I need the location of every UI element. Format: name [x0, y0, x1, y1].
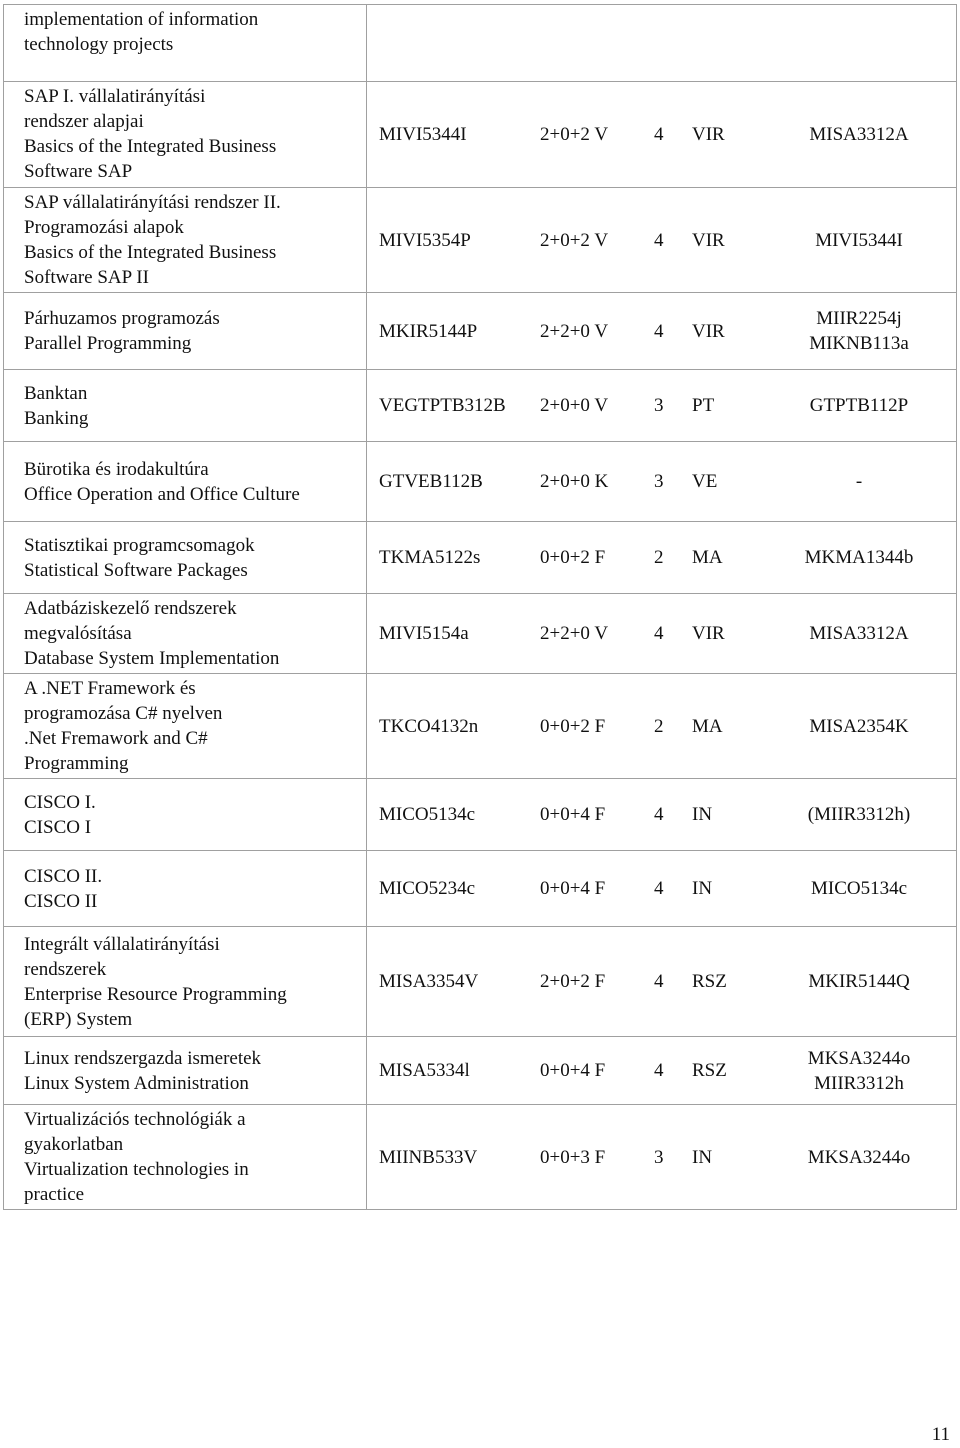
table-row — [4, 594, 957, 674]
prerequisite-code: GTPTB112P — [809, 395, 909, 416]
course-credit: 3 — [654, 395, 664, 416]
course-name-line: Software SAP — [24, 161, 133, 182]
table-row — [4, 674, 957, 779]
course-credit: 4 — [654, 1060, 664, 1081]
course-name-cell — [4, 674, 367, 779]
course-name-cell — [4, 188, 367, 293]
prerequisite-code: MISA3312A — [809, 124, 909, 145]
course-credit: 3 — [654, 1146, 664, 1168]
prerequisite-code: MISA2354K — [809, 715, 909, 737]
table-row — [4, 522, 957, 594]
course-name-line: SAP vállalatirányítási rendszer II. — [24, 192, 281, 213]
course-code: VEGTPTB312B — [379, 395, 506, 416]
course-name-line: Banking — [24, 407, 89, 429]
prerequisite-code: MKIR5144Q — [808, 971, 910, 992]
table-row — [4, 293, 957, 370]
course-code: MISA3354V — [379, 971, 479, 992]
course-name-line: Enterprise Resource Programming — [24, 983, 287, 1005]
course-name-line: Virtualizációs technológiák a — [24, 1109, 246, 1130]
course-prerequisite — [772, 802, 946, 827]
course-name-line: A .NET Framework és — [24, 678, 196, 699]
course-name-line: rendszerek — [24, 958, 107, 980]
course-credit: 4 — [654, 124, 664, 145]
table-row — [4, 370, 957, 442]
course-table — [3, 4, 957, 1210]
course-info-cell — [367, 370, 957, 442]
table-row — [4, 927, 957, 1037]
course-prerequisite — [772, 876, 946, 901]
course-prerequisite — [772, 469, 946, 494]
course-type: VIR — [692, 229, 725, 251]
prerequisite-code: MKSA3244o — [807, 1047, 911, 1069]
course-name-line: CISCO II. — [24, 865, 103, 887]
course-name-cell — [4, 851, 367, 927]
course-name-line: Parallel Programming — [24, 333, 192, 354]
course-name-line: CISCO II — [24, 890, 98, 912]
course-prerequisite — [772, 393, 946, 418]
course-name-line: Adatbáziskezelő rendszerek — [24, 598, 237, 619]
course-hours: 2+0+2 V — [540, 229, 609, 251]
course-credit: 4 — [654, 971, 664, 992]
course-code: MIVI5354P — [379, 229, 471, 251]
course-name-cell — [4, 1105, 367, 1210]
course-hours: 0+0+3 F — [540, 1146, 606, 1168]
course-name-line: CISCO I. — [24, 791, 96, 813]
course-name-line: Virtualization technologies in — [24, 1159, 249, 1180]
course-hours: 2+2+0 V — [540, 320, 609, 342]
course-credit: 4 — [654, 229, 664, 251]
course-name-line: Statisztikai programcsomagok — [24, 534, 255, 556]
course-code: TKCO4132n — [379, 715, 479, 737]
course-info-cell — [367, 5, 957, 82]
course-name-cell — [4, 5, 367, 82]
course-type: IN — [692, 1146, 713, 1168]
course-code: MIINB533V — [379, 1146, 478, 1168]
table-row — [4, 1037, 957, 1105]
course-code: MISA5334l — [379, 1060, 470, 1081]
course-info-cell — [367, 674, 957, 779]
table-row — [4, 442, 957, 522]
prerequisite-code: MISA3312A — [809, 623, 909, 644]
course-name-line: megvalósítása — [24, 623, 132, 644]
course-code: GTVEB112B — [379, 471, 483, 492]
course-prerequisite — [772, 228, 946, 253]
prerequisite-code: MKSA3244o — [807, 1146, 911, 1168]
course-name-line: Banktan — [24, 382, 88, 404]
course-credit: 4 — [654, 804, 664, 825]
course-prerequisite — [772, 122, 946, 147]
course-prerequisite — [772, 306, 946, 356]
course-hours: 0+0+2 F — [540, 715, 606, 737]
course-name-line: (ERP) System — [24, 1008, 133, 1030]
course-name-line: technology projects — [24, 34, 174, 55]
prerequisite-code: (MIIR3312h) — [807, 804, 911, 825]
course-info-cell — [367, 522, 957, 594]
table-row — [4, 851, 957, 927]
course-type: RSZ — [692, 1060, 727, 1081]
course-info-cell — [367, 188, 957, 293]
prerequisite-code: MIKNB113a — [809, 333, 909, 354]
course-name-line: programozása C# nyelven — [24, 703, 223, 724]
course-name-line: SAP I. vállalatirányítási — [24, 86, 206, 107]
course-credit: 2 — [654, 715, 664, 737]
course-name-line: Linux rendszergazda ismeretek — [24, 1047, 262, 1069]
course-table-body — [4, 5, 957, 1210]
prerequisite-code: MIIR2254j — [816, 308, 902, 329]
course-info-cell — [367, 82, 957, 188]
course-name-line: Database System Implementation — [24, 648, 280, 669]
course-type: MA — [692, 547, 723, 568]
course-name-line: CISCO I — [24, 816, 92, 838]
course-code: MICO5234c — [379, 878, 476, 899]
course-code: MIVI5344I — [379, 124, 467, 145]
course-hours: 2+0+0 V — [540, 395, 609, 416]
course-prerequisite — [772, 969, 946, 994]
course-type: VIR — [692, 320, 725, 342]
course-name-line: rendszer alapjai — [24, 111, 144, 132]
course-type: PT — [692, 395, 715, 416]
course-prerequisite — [772, 545, 946, 570]
course-type: IN — [692, 878, 713, 899]
course-name-cell — [4, 442, 367, 522]
course-name-line: Basics of the Integrated Business — [24, 136, 277, 157]
course-name-line: practice — [24, 1184, 85, 1205]
course-name-cell — [4, 1037, 367, 1105]
course-type: VE — [692, 471, 718, 492]
course-name-line: implementation of information — [24, 9, 259, 30]
course-code: MICO5134c — [379, 804, 476, 825]
course-name-line: Programozási alapok — [24, 217, 184, 238]
course-code: MKIR5144P — [379, 320, 478, 342]
course-code: MIVI5154a — [379, 623, 469, 644]
prerequisite-code: MIIR3312h — [814, 1072, 904, 1094]
course-name-cell — [4, 779, 367, 851]
course-prerequisite — [772, 1145, 946, 1170]
prerequisite-code: MICO5134c — [810, 878, 908, 899]
course-name-line: .Net Fremawork and C# — [24, 728, 208, 749]
course-hours: 0+0+4 F — [540, 1060, 606, 1081]
course-type: VIR — [692, 623, 725, 644]
course-name-line: Software SAP II — [24, 267, 149, 288]
prerequisite-code: MKMA1344b — [804, 547, 914, 568]
course-info-cell — [367, 594, 957, 674]
course-info-cell — [367, 779, 957, 851]
course-hours: 2+0+2 V — [540, 124, 609, 145]
course-credit: 4 — [654, 623, 664, 644]
course-name-line: Statistical Software Packages — [24, 559, 248, 581]
course-info-cell — [367, 1105, 957, 1210]
course-name-line: Linux System Administration — [24, 1072, 249, 1094]
course-hours: 0+0+4 F — [540, 804, 606, 825]
course-name-line: Office Operation and Office Culture — [24, 483, 300, 505]
course-credit: 4 — [654, 320, 664, 342]
course-name-line: Bürotika és irodakultúra — [24, 458, 209, 480]
course-type: RSZ — [692, 971, 727, 992]
course-name-line: Integrált vállalatirányítási — [24, 933, 220, 955]
course-credit: 2 — [654, 547, 664, 568]
course-type: IN — [692, 804, 713, 825]
prerequisite-code: MIVI5344I — [815, 229, 903, 251]
course-type: VIR — [692, 124, 725, 145]
course-name-line: Basics of the Integrated Business — [24, 242, 277, 263]
course-credit: 4 — [654, 878, 664, 899]
course-name-line: gyakorlatban — [24, 1134, 124, 1155]
course-hours: 2+0+2 F — [540, 971, 606, 992]
course-hours: 2+2+0 V — [540, 623, 609, 644]
course-type: MA — [692, 715, 723, 737]
table-row — [4, 779, 957, 851]
course-info-cell — [367, 927, 957, 1037]
course-info-cell — [367, 1037, 957, 1105]
table-row — [4, 5, 957, 82]
table-row — [4, 188, 957, 293]
prerequisite-code: - — [855, 471, 863, 492]
course-name-cell — [4, 594, 367, 674]
course-name-cell — [4, 82, 367, 188]
course-name-cell — [4, 522, 367, 594]
course-info-cell — [367, 442, 957, 522]
course-hours: 0+0+2 F — [540, 547, 606, 568]
course-name-cell — [4, 293, 367, 370]
course-name-cell — [4, 927, 367, 1037]
course-name-cell — [4, 370, 367, 442]
table-row — [4, 1105, 957, 1210]
course-info-cell — [367, 293, 957, 370]
course-hours: 0+0+4 F — [540, 878, 606, 899]
course-prerequisite — [772, 1046, 946, 1096]
course-hours: 2+0+0 K — [540, 471, 609, 492]
table-row — [4, 82, 957, 188]
course-name-line: Programming — [24, 753, 129, 774]
course-credit: 3 — [654, 471, 664, 492]
course-name-line: Párhuzamos programozás — [24, 308, 220, 329]
course-prerequisite — [772, 621, 946, 646]
course-info-cell — [367, 851, 957, 927]
course-code: TKMA5122s — [379, 547, 481, 568]
course-prerequisite — [772, 714, 946, 739]
page-number: 11 — [931, 1424, 950, 1445]
